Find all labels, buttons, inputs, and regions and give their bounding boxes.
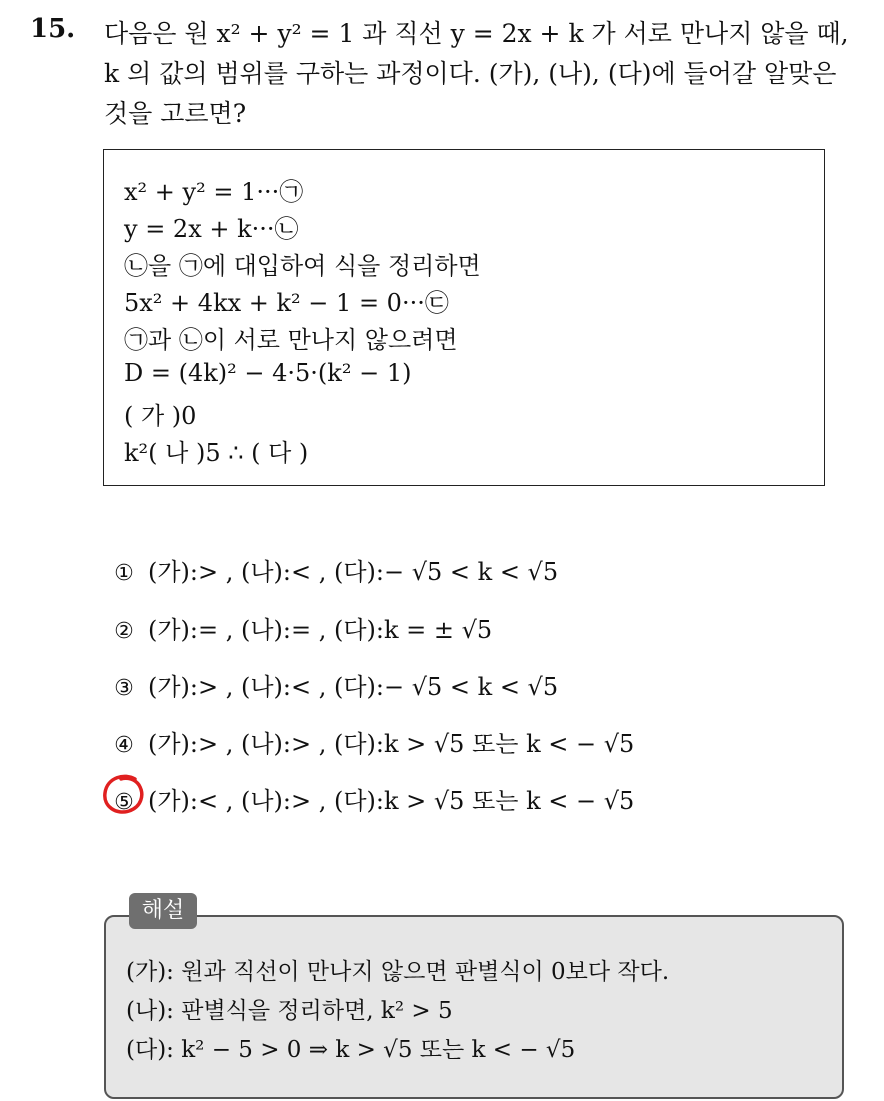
stem-line: k 의 값의 범위를 구하는 과정이다. (가), (나), (다)에 들어갈 알맞은 [104, 59, 837, 88]
work-line: x² + y² = 1···㉠ [124, 178, 304, 206]
question-number: 15. [30, 14, 76, 44]
choice-2[interactable] [110, 610, 492, 645]
answer-circle-mark [101, 773, 149, 817]
work-line: D = (4k)² − 4·5·(k² − 1) [124, 359, 412, 387]
work-line: ( 가 )0 [124, 402, 197, 430]
choice-1[interactable] [110, 552, 558, 587]
choice-number: ① [114, 561, 134, 586]
choice-text: (가):< , (나):> , (다):k > √5 또는 k < − √5 [148, 787, 635, 815]
work-line: y = 2x + k···㉡ [124, 215, 299, 243]
work-line: 5x² + 4kx + k² − 1 = 0···㉢ [124, 289, 449, 317]
choice-number: ④ [114, 733, 134, 758]
choice-number: ⑤ [114, 790, 134, 815]
solution-line: (다): k² − 5 > 0 ⇒ k > √5 또는 k < − √5 [126, 1037, 576, 1063]
solution-tab: 해설 [129, 893, 197, 929]
solution-box [104, 915, 844, 1099]
work-line: k²( 나 )5 ∴ ( 다 ) [124, 439, 309, 467]
stem-line: 것을 고르면? [104, 99, 247, 128]
work-box [103, 149, 825, 486]
solution-line: (나): 판별식을 정리하면, k² > 5 [126, 998, 453, 1024]
solution-line: (가): 원과 직선이 만나지 않으면 판별식이 0보다 작다. [126, 959, 670, 985]
choice-number: ③ [114, 676, 134, 701]
work-line: ㉠과 ㉡이 서로 만나지 않으려면 [124, 326, 458, 354]
work-line: ㉡을 ㉠에 대입하여 식을 정리하면 [124, 252, 481, 280]
choice-text: (가):> , (나):< , (다):− √5 < k < √5 [148, 673, 559, 701]
choice-5[interactable] [110, 781, 634, 816]
choice-3[interactable] [110, 667, 558, 702]
question-stem [104, 14, 874, 134]
choice-text: (가):> , (나):> , (다):k > √5 또는 k < − √5 [148, 730, 635, 758]
choice-4[interactable] [110, 724, 634, 759]
stem-line: 다음은 원 x² + y² = 1 과 직선 y = 2x + k 가 서로 만나지 않을 때, [104, 19, 849, 48]
choice-text: (가):> , (나):< , (다):− √5 < k < √5 [148, 558, 559, 586]
choice-number: ② [114, 619, 134, 644]
choice-text: (가):= , (나):= , (다):k = ± √5 [148, 616, 493, 644]
